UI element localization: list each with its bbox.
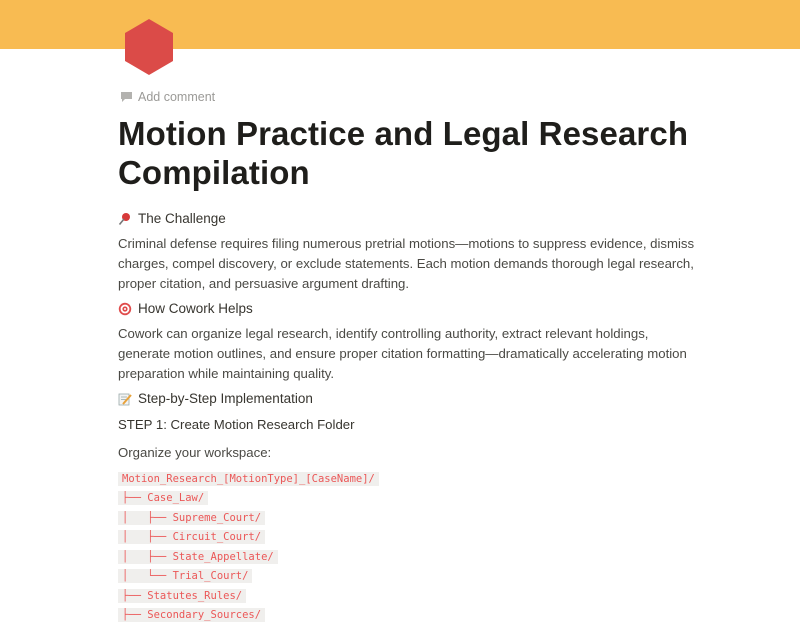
add-comment-button[interactable]	[120, 89, 215, 105]
challenge-heading-text: The Challenge	[138, 210, 226, 228]
steps-heading-text: Step-by-Step Implementation	[138, 390, 313, 408]
step-1-text: Organize your workspace:	[118, 443, 698, 463]
page-cover[interactable]	[0, 0, 800, 49]
helps-heading-text: How Cowork Helps	[138, 300, 253, 318]
steps-heading	[118, 390, 698, 408]
helps-paragraph: Cowork can organize legal research, identify controlling authority, extract relevant holdings, generate motion outlines, and ensure proper citation formatting—dramatically accelerating motion preparation while maintaining quality.	[118, 324, 698, 384]
code-line: │ ├── State_Appellate/	[118, 547, 698, 567]
challenge-paragraph: Criminal defense requires filing numerous pretrial motions—motions to suppress evidence, dismiss charges, compel discovery, or exclude statements. Each motion demands thorough legal research, proper citation, and persuasive argument drafting.	[118, 234, 698, 294]
page-content	[118, 114, 698, 625]
target-icon	[118, 302, 132, 316]
page-title-line-1: Motion Practice and Legal Research	[118, 115, 688, 152]
add-comment-label: Add comment	[138, 90, 215, 104]
code-line: ├── Statutes_Rules/	[118, 586, 698, 606]
red-hexagon-icon[interactable]	[124, 19, 174, 75]
memo-icon	[118, 392, 132, 406]
code-line: │ ├── Supreme_Court/	[118, 508, 698, 528]
code-line: ├── Secondary_Sources/	[118, 606, 698, 625]
step-1-heading: STEP 1: Create Motion Research Folder	[118, 416, 698, 434]
code-line: │ ├── Circuit_Court/	[118, 528, 698, 548]
comment-icon	[120, 91, 133, 103]
page-title[interactable]	[118, 114, 698, 192]
folder-structure-code[interactable]	[118, 469, 698, 625]
helps-heading	[118, 300, 698, 318]
pushpin-icon	[118, 212, 132, 226]
code-line: ├── Case_Law/	[118, 489, 698, 509]
page-title-line-2: Compilation	[118, 154, 310, 191]
code-line: │ └── Trial_Court/	[118, 567, 698, 587]
code-line: Motion_Research_[MotionType]_[CaseName]/	[118, 469, 698, 489]
challenge-heading	[118, 210, 698, 228]
